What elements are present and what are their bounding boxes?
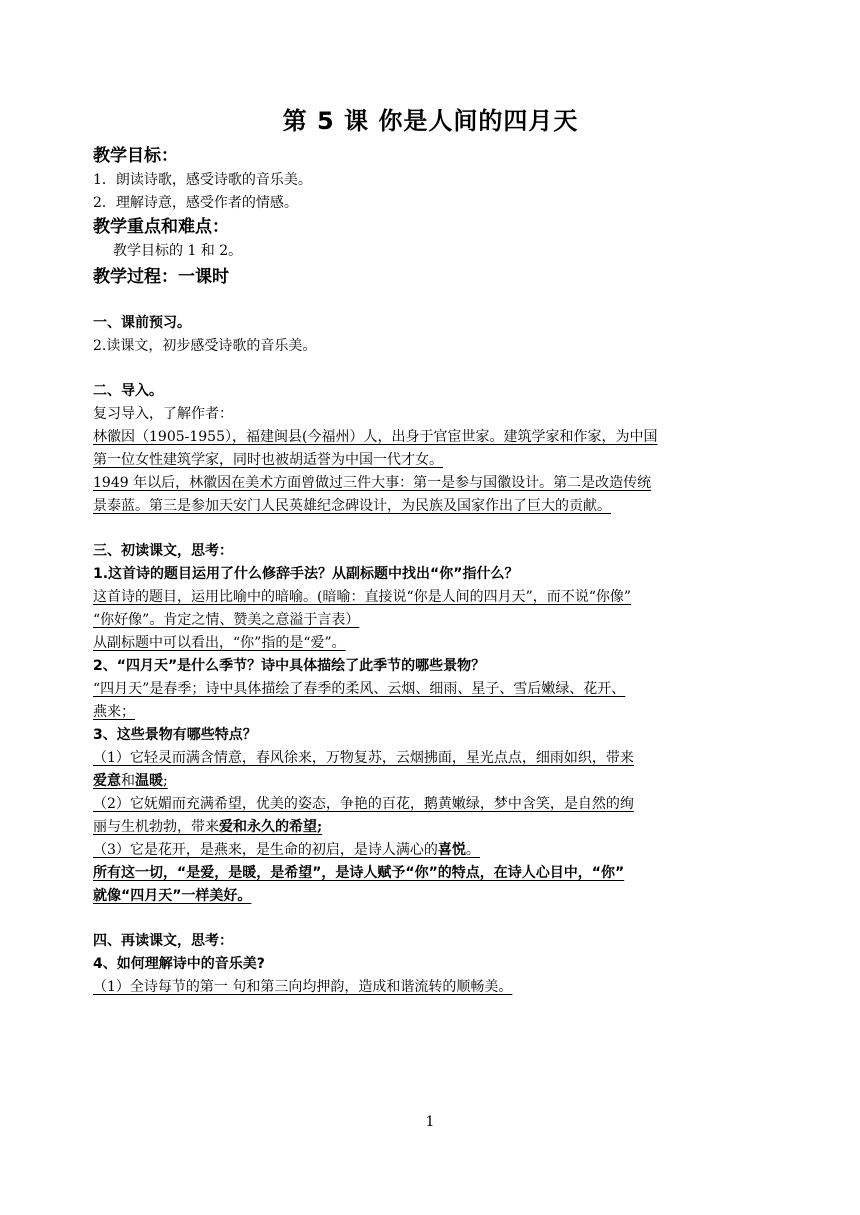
answer-3-3-text: （3）它是花开，是燕来，是生命的初启，是诗人满心的 <box>93 842 438 858</box>
answer-3-3 <box>93 839 768 862</box>
section-2-heading: 二、导入。 <box>93 383 163 399</box>
answer-3-3-end: 。 <box>465 842 480 858</box>
question-3: 3、这些景物有哪些特点？ <box>93 727 257 743</box>
answer-3-1-emphasis-warmth: 温暖 <box>135 773 163 789</box>
summary-line-1: 所有这一切，“是爱，是暖，是希望”，是诗人赋予“你”的特点，在诗人心目中，“你” <box>93 865 625 881</box>
section-3-heading: 三、初读课文，思考： <box>93 543 233 559</box>
answer-2-line-2: 燕来； <box>93 704 135 720</box>
lesson-title: 第 5 课 你是人间的四月天 <box>282 107 579 135</box>
answer-3-2-text: 丽与生机勃勃，带来 <box>93 819 219 835</box>
author-bio-line-2: 第一位女性建筑学家，同时也被胡适誉为中国一代才女。 <box>93 452 443 468</box>
author-works-line-2: 景泰蓝。第三是参加天安门人民英雄纪念碑设计，为民族及国家作出了巨大的贡献。 <box>93 498 611 514</box>
summary-line-2: 就像“四月天”一样美好。 <box>93 888 252 904</box>
page-number: 1 <box>425 1114 435 1130</box>
focus-text: 教学目标的 1 和 2。 <box>113 243 243 259</box>
answer-3-3-emphasis-joy: 喜悦 <box>437 842 466 858</box>
question-4: 4、如何理解诗中的音乐美? <box>93 956 265 972</box>
question-2: 2、“四月天”是什么季节？诗中具体描绘了此季节的哪些景物？ <box>93 658 486 674</box>
answer-3-1-line-2 <box>93 770 768 793</box>
answer-3-1-end: ; <box>163 773 168 789</box>
answer-1-line-1: 这首诗的题目，运用比喻中的暗喻。(暗喻：直接说“你是人间的四月天”，而不说“你像” <box>93 589 632 605</box>
section-1-heading: 一、课前预习。 <box>93 315 191 331</box>
focus-heading: 教学重点和难点： <box>93 217 229 237</box>
answer-3-2-line-1: （2）它妩媚而充满希望，优美的姿态，争艳的百花，鹅黄嫩绿，梦中含笑，是自然的绚 <box>93 796 634 812</box>
section-2-intro: 复习导入，了解作者： <box>93 406 233 422</box>
author-bio-line-1: 林徽因（1905-1955），福建闽县(今福州）人，出身于官宦世家。建筑学家和作家，为中国 <box>93 429 658 445</box>
section-1-text: 2.读课文，初步感受诗歌的音乐美。 <box>93 338 317 354</box>
goal-item-1: 1．朗读诗歌，感受诗歌的音乐美。 <box>93 172 312 188</box>
answer-3-2-emphasis: 爱和永久的希望; <box>219 819 323 835</box>
goals-heading: 教学目标： <box>93 146 178 166</box>
answer-4-1: （1）全诗每节的第一 句和第三向均押韵，造成和谐流转的顺畅美。 <box>93 979 513 995</box>
answer-1-line-3: 从副标题中可以看出，“你”指的是“爱”。 <box>93 635 346 651</box>
answer-3-2-line-2 <box>93 816 768 839</box>
answer-1-line-2: “你好像”。肯定之情、赞美之意溢于言表） <box>93 612 360 628</box>
document-body <box>93 104 768 999</box>
answer-2-line-1: “四月天”是春季；诗中具体描绘了春季的柔风、云烟、细雨、星子、雪后嫩绿、花开、 <box>93 681 626 697</box>
answer-3-1-and: 和 <box>121 773 135 789</box>
answer-3-1-emphasis-love: 爱意 <box>93 773 121 789</box>
process-heading: 教学过程：一课时 <box>93 267 229 287</box>
goal-item-2: 2．理解诗意，感受作者的情感。 <box>93 195 298 211</box>
section-4-heading: 四、再读课文，思考： <box>93 933 233 949</box>
answer-3-1-line-1: （1）它轻灵而满含情意，春风徐来，万物复苏，云烟拂面，星光点点，细雨如织，带来 <box>93 750 634 766</box>
question-1: 1.这首诗的题目运用了什么修辞手法？从副标题中找出“你”指什么？ <box>93 566 519 582</box>
author-works-line-1: 1949 年以后，林徽因在美术方面曾做过三件大事：第一是参与国徽设计。第二是改造传统 <box>93 475 652 491</box>
